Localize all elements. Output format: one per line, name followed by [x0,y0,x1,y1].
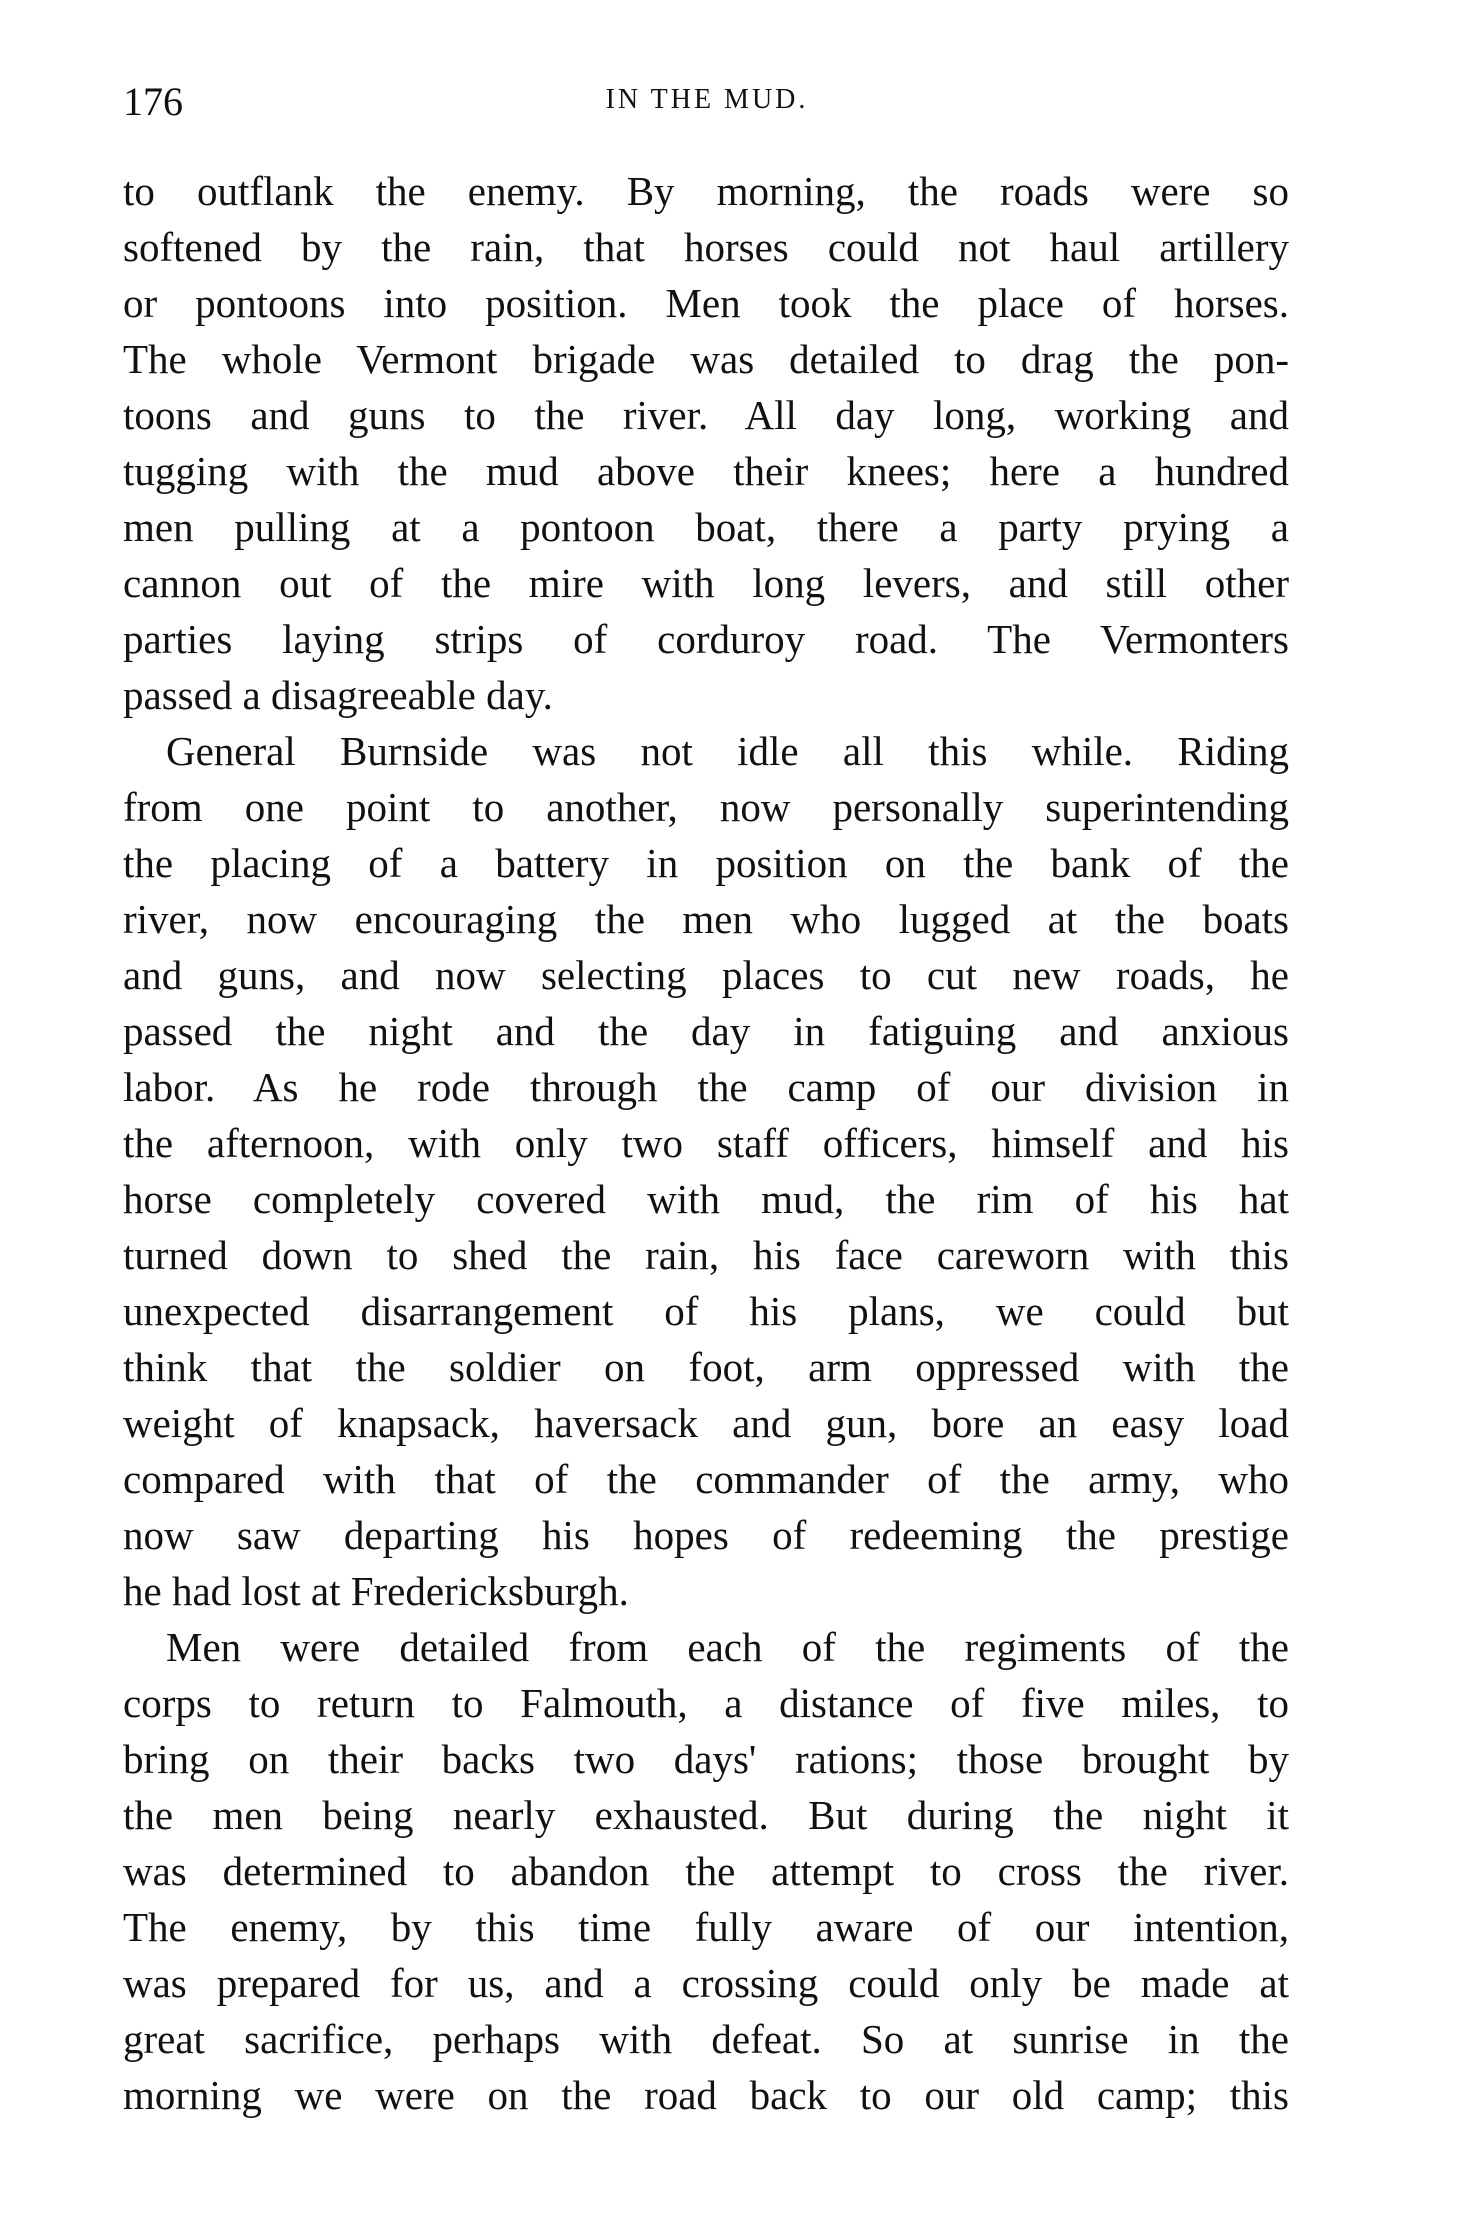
paragraph [123,723,1289,1619]
text-line: and guns, and now selecting places to cut new roads, he [123,952,1289,998]
text-line: tugging with the mud above their knees; here a hundred [123,448,1289,494]
text-line: the men being nearly exhausted. But during the night it [123,1792,1289,1838]
running-title: IN THE MUD. [605,84,809,115]
text-line: parties laying strips of corduroy road. The Vermonters [123,616,1289,662]
text-line: from one point to another, now personally superintending [123,784,1289,830]
text-line: weight of knapsack, haversack and gun, bore an easy load [123,1400,1289,1446]
text-line: unexpected disarrangement of his plans, we could but [123,1288,1289,1334]
text-line: General Burnside was not idle all this while. Riding [166,728,1289,774]
text-line: The enemy, by this time fully aware of our intention, [123,1904,1289,1950]
text-line: was determined to abandon the attempt to cross the river. [123,1848,1289,1894]
text-line: to outflank the enemy. By morning, the roads were so [123,168,1289,214]
text-line: toons and guns to the river. All day long, working and [123,392,1289,438]
text-line: the afternoon, with only two staff officers, himself and his [123,1120,1289,1166]
paragraph [123,1619,1289,2123]
text-line: morning we were on the road back to our old camp; this [123,2072,1289,2118]
text-line: the placing of a battery in position on the bank of the [123,840,1289,886]
text-line: great sacrifice, perhaps with defeat. So at sunrise in the [123,2016,1289,2062]
text-line: he had lost at Fredericksburgh. [123,1568,629,1614]
text-line: or pontoons into position. Men took the place of horses. [123,280,1289,326]
text-line: was prepared for us, and a crossing could only be made at [123,1960,1289,2006]
text-line: horse completely covered with mud, the rim of his hat [123,1176,1289,1222]
text-line: men pulling at a pontoon boat, there a party prying a [123,504,1289,550]
paragraph [123,163,1289,723]
text-line: river, now encouraging the men who lugged at the boats [123,896,1289,942]
text-line: corps to return to Falmouth, a distance of five miles, to [123,1680,1289,1726]
text-line: think that the soldier on foot, arm oppressed with the [123,1344,1289,1390]
text-line: compared with that of the commander of the army, who [123,1456,1289,1502]
text-line: softened by the rain, that horses could not haul artillery [123,224,1289,270]
page-number: 176 [123,79,183,124]
text-line: The whole Vermont brigade was detailed to drag the pon- [123,336,1289,382]
text-line: labor. As he rode through the camp of our division in [123,1064,1289,1110]
text-line: turned down to shed the rain, his face careworn with this [123,1232,1289,1278]
body-text [123,163,1289,2123]
text-line: passed a disagreeable day. [123,672,553,718]
text-line: now saw departing his hopes of redeeming the prestige [123,1512,1289,1558]
text-line: passed the night and the day in fatiguing and anxious [123,1008,1289,1054]
text-line: bring on their backs two days' rations; those brought by [123,1736,1289,1782]
text-line: Men were detailed from each of the regiments of the [166,1624,1289,1670]
text-line: cannon out of the mire with long levers, and still other [123,560,1289,606]
